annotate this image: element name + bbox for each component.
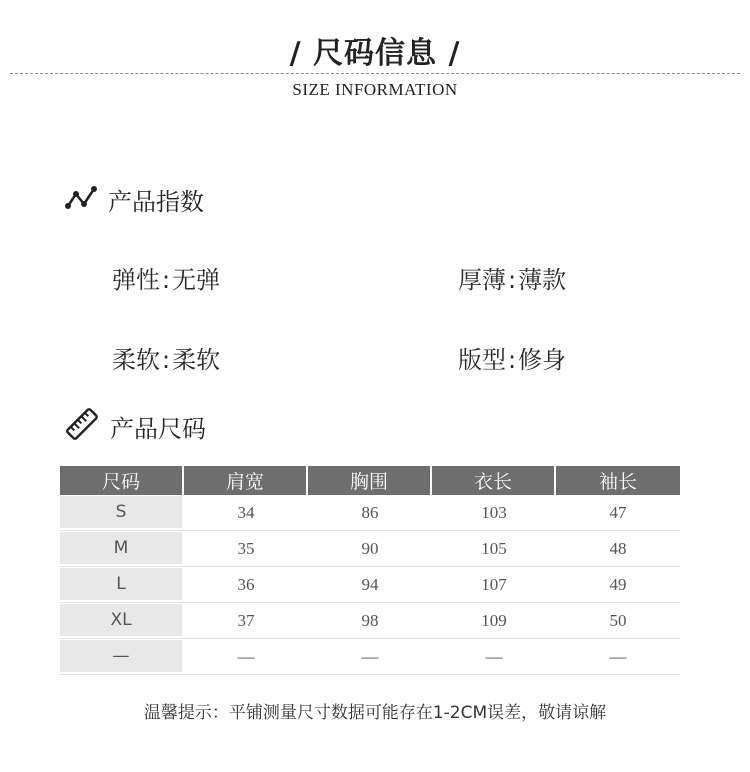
dashed-divider: [10, 73, 740, 74]
table-cell: 98: [361, 610, 379, 630]
table-row: [60, 495, 680, 531]
attribute-separator: :: [162, 346, 171, 374]
attribute-fit: [458, 340, 566, 375]
attribute-elasticity: [112, 260, 220, 295]
table-cell: 50: [609, 610, 627, 630]
table-row: [60, 639, 680, 675]
product-size-heading: [64, 407, 206, 445]
attribute-value: 柔软: [172, 346, 221, 374]
size-cell: XL: [60, 604, 182, 636]
attribute-label: 厚薄: [458, 266, 506, 294]
attribute-label: 柔软: [112, 346, 160, 374]
page-title: / 尺码信息 /: [289, 36, 461, 71]
attribute-separator: :: [162, 266, 171, 294]
table-cell: 37: [237, 610, 255, 630]
size-cell: S: [60, 496, 182, 528]
table-cell: 109: [481, 610, 507, 630]
measurement-note: 温馨提示：平铺测量尺寸数据可能存在1-2CM误差，敬请谅解: [143, 703, 607, 723]
attribute-thickness: [458, 260, 566, 295]
table-cell: 86: [361, 502, 379, 522]
attribute-softness: [112, 340, 220, 375]
size-cell: —: [60, 640, 182, 672]
size-table: [60, 466, 680, 675]
size-cell: M: [60, 532, 182, 564]
table-cell: 34: [237, 502, 255, 522]
table-row: [60, 603, 680, 639]
product-size-title: 产品尺码: [110, 414, 206, 443]
table-header-row: [60, 466, 680, 495]
page-subtitle: SIZE INFORMATION: [292, 80, 458, 99]
attribute-label: 弹性: [112, 266, 160, 294]
table-cell: 107: [481, 574, 507, 594]
table-cell: 49: [609, 574, 627, 594]
table-cell: 105: [481, 538, 507, 558]
table-cell: 48: [609, 538, 627, 558]
attribute-value: 修身: [518, 346, 567, 374]
column-header-length: 衣长: [432, 466, 556, 495]
column-header-chest: 胸围: [308, 466, 432, 495]
table-cell: 103: [481, 502, 507, 522]
table-cell: —: [609, 646, 627, 666]
column-header-sleeve: 袖长: [556, 466, 680, 495]
ruler-icon: [64, 407, 100, 445]
table-row: [60, 531, 680, 567]
table-cell: —: [361, 646, 379, 666]
attribute-value: 薄款: [518, 266, 567, 294]
table-cell: 90: [361, 538, 379, 558]
trend-line-icon: [64, 184, 98, 216]
attribute-value: 无弹: [172, 266, 221, 294]
table-cell: 94: [361, 574, 379, 594]
size-cell: L: [60, 568, 182, 600]
table-row: [60, 567, 680, 603]
attribute-label: 版型: [458, 346, 506, 374]
product-index-title: 产品指数: [108, 188, 204, 216]
attribute-separator: :: [508, 346, 517, 374]
product-index-heading: [64, 182, 204, 217]
table-cell: 35: [237, 538, 255, 558]
column-header-size: 尺码: [60, 466, 184, 495]
table-cell: —: [237, 646, 255, 666]
table-cell: 36: [237, 574, 255, 594]
table-cell: —: [485, 646, 503, 666]
attribute-separator: :: [508, 266, 517, 294]
column-header-shoulder: 肩宽: [184, 466, 308, 495]
table-cell: 47: [609, 502, 627, 522]
